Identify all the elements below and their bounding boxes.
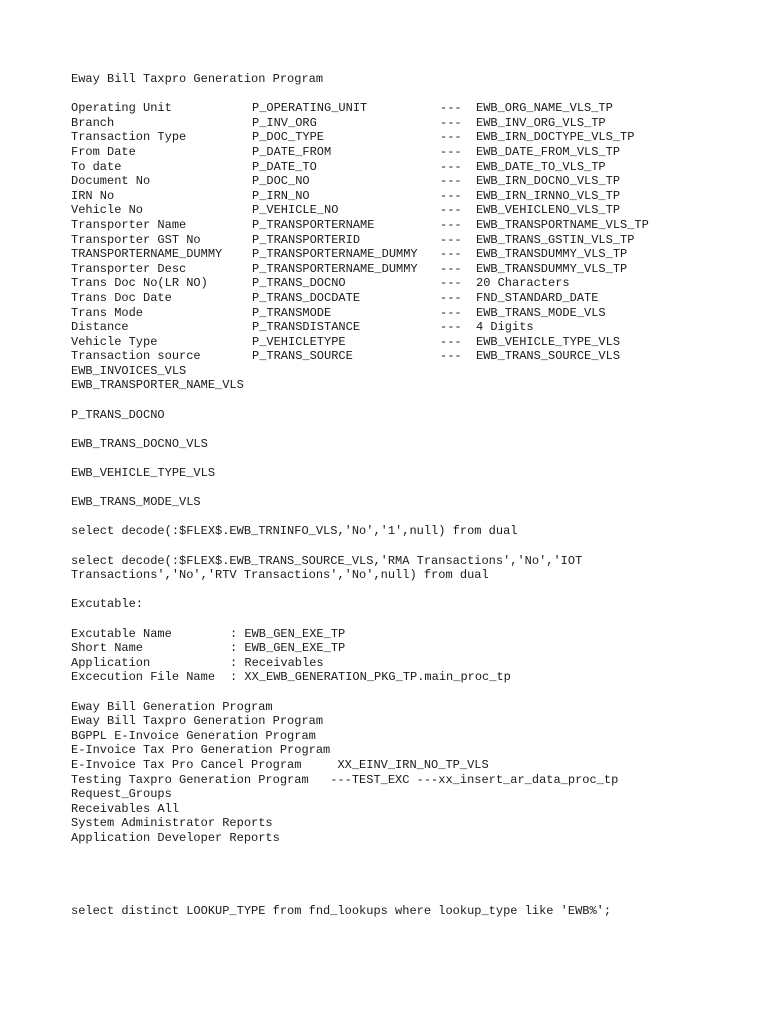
parameter-value-set: EWB_TRANS_GSTIN_VLS_TP	[476, 232, 635, 247]
parameter-label: Trans Doc Date	[71, 290, 172, 305]
parameter-row	[71, 262, 761, 277]
program-list-item: Request_Groups	[71, 787, 172, 802]
executable-value: : Receivables	[230, 655, 324, 670]
blank-line	[71, 539, 761, 554]
parameter-label: Distance	[71, 320, 129, 335]
executable-heading: Excutable:	[71, 597, 144, 612]
executable-value: : XX_EWB_GENERATION_PKG_TP.main_proc_tp	[230, 670, 511, 685]
text-line: P_TRANS_DOCNO	[71, 407, 165, 422]
parameter-name: P_TRANSMODE	[252, 305, 332, 320]
program-list-item: E-Invoice Tax Pro Cancel Program XX_EINV_IRN_NO_TP_VLS	[71, 757, 489, 772]
program-list-item: Eway Bill Taxpro Generation Program	[71, 714, 324, 729]
parameter-label: Transporter Desc	[71, 261, 187, 276]
parameter-row	[71, 306, 761, 321]
blank-line	[71, 481, 761, 496]
text-line: EWB_INVOICES_VLS	[71, 363, 187, 378]
parameter-row	[71, 174, 761, 189]
sql-statement: select decode(:$FLEX$.EWB_TRNINFO_VLS,'No','1',null) from dual	[71, 524, 518, 539]
parameter-value-set: EWB_TRANS_MODE_VLS	[476, 305, 606, 320]
parameter-name: P_VEHICLETYPE	[252, 334, 346, 349]
parameter-name: P_INV_ORG	[252, 115, 317, 130]
parameter-separator: ---	[440, 320, 462, 335]
program-list-item: BGPPL E-Invoice Generation Program	[71, 728, 316, 743]
parameter-value-set: FND_STANDARD_DATE	[476, 290, 599, 305]
parameter-separator: ---	[440, 290, 462, 305]
document-page	[71, 72, 761, 918]
parameter-value-set: EWB_TRANSPORTNAME_VLS_TP	[476, 217, 649, 232]
parameter-row	[71, 291, 761, 306]
parameter-value-set: 4 Digits	[476, 320, 534, 335]
executable-label: Application	[71, 655, 151, 670]
parameter-name: P_DOC_NO	[252, 174, 310, 189]
parameter-name: P_TRANSPORTERID	[252, 232, 361, 247]
parameter-value-set: EWB_TRANSDUMMY_VLS_TP	[476, 261, 628, 276]
executable-table	[71, 627, 761, 685]
blank-line	[71, 451, 761, 466]
text-line: EWB_VEHICLE_TYPE_VLS	[71, 466, 216, 481]
parameter-value-set: EWB_IRN_DOCTYPE_VLS_TP	[476, 130, 635, 145]
parameter-name: P_TRANSDISTANCE	[252, 320, 361, 335]
executable-row	[71, 670, 761, 685]
sql-statement: select distinct LOOKUP_TYPE from fnd_lookups where lookup_type like 'EWB%';	[71, 903, 612, 918]
executable-value: : EWB_GEN_EXE_TP	[230, 641, 346, 656]
parameter-value-set: EWB_IRN_IRNNO_VLS_TP	[476, 188, 621, 203]
parameter-separator: ---	[440, 159, 462, 174]
parameter-separator: ---	[440, 349, 462, 364]
parameter-value-set: EWB_DATE_FROM_VLS_TP	[476, 144, 621, 159]
parameter-label: Transporter Name	[71, 217, 187, 232]
text-line: EWB_TRANS_MODE_VLS	[71, 495, 201, 510]
parameter-label: Transporter GST No	[71, 232, 201, 247]
parameter-name: P_TRANS_DOCNO	[252, 276, 346, 291]
document-title: Eway Bill Taxpro Generation Program	[71, 72, 324, 86]
program-list-item: Testing Taxpro Generation Program ---TEST_EXC ---xx_insert_ar_data_proc_tp	[71, 772, 619, 787]
parameter-name: P_DATE_FROM	[252, 144, 332, 159]
parameter-name: P_TRANSPORTERNAME	[252, 217, 375, 232]
parameter-row	[71, 189, 761, 204]
parameter-name: P_TRANS_SOURCE	[252, 349, 353, 364]
executable-row	[71, 627, 761, 642]
parameter-row	[71, 247, 761, 262]
parameter-separator: ---	[440, 203, 462, 218]
executable-label: Excecution File Name	[71, 670, 216, 685]
parameter-label: Vehicle No	[71, 203, 144, 218]
parameter-separator: ---	[440, 232, 462, 247]
parameter-name: P_DATE_TO	[252, 159, 317, 174]
program-list	[71, 700, 761, 846]
parameter-row	[71, 218, 761, 233]
parameter-row	[71, 349, 761, 364]
parameter-separator: ---	[440, 334, 462, 349]
parameter-separator: ---	[440, 130, 462, 145]
parameter-value-set: EWB_TRANS_SOURCE_VLS	[476, 349, 621, 364]
blank-line	[71, 87, 761, 102]
blank-line	[71, 422, 761, 437]
parameter-label: To date	[71, 159, 122, 174]
blank-line	[71, 845, 761, 860]
parameter-label: Document No	[71, 174, 151, 189]
parameter-label: Trans Mode	[71, 305, 144, 320]
parameter-label: Vehicle Type	[71, 334, 158, 349]
program-list-item: Receivables All	[71, 801, 180, 816]
parameter-row	[71, 233, 761, 248]
program-list-item: Application Developer Reports	[71, 830, 280, 845]
blank-line	[71, 860, 761, 875]
parameter-value-set: EWB_VEHICLENO_VLS_TP	[476, 203, 621, 218]
parameter-value-set: EWB_IRN_DOCNO_VLS_TP	[476, 174, 621, 189]
text-line: EWB_TRANSPORTER_NAME_VLS	[71, 378, 244, 393]
parameter-row	[71, 145, 761, 160]
parameter-separator: ---	[440, 174, 462, 189]
parameter-value-set: EWB_INV_ORG_VLS_TP	[476, 115, 606, 130]
parameter-value-set: EWB_TRANSDUMMY_VLS_TP	[476, 247, 628, 262]
parameter-table	[71, 101, 761, 364]
parameter-label: Transaction source	[71, 349, 201, 364]
parameter-name: P_TRANS_DOCDATE	[252, 290, 361, 305]
executable-row	[71, 656, 761, 671]
executable-value: : EWB_GEN_EXE_TP	[230, 626, 346, 641]
parameter-separator: ---	[440, 144, 462, 159]
parameter-row	[71, 160, 761, 175]
parameter-separator: ---	[440, 101, 462, 116]
sql-statement: select decode(:$FLEX$.EWB_TRANS_SOURCE_VLS,'RMA Transactions','No','IOT	[71, 553, 583, 568]
blank-line	[71, 612, 761, 627]
parameter-name: P_TRANSPORTERNAME_DUMMY	[252, 261, 418, 276]
parameter-name: P_VEHICLE_NO	[252, 203, 339, 218]
blank-line	[71, 583, 761, 598]
parameter-separator: ---	[440, 115, 462, 130]
sql-statement-continued: Transactions','No','RTV Transactions','No',null) from dual	[71, 568, 489, 583]
parameter-value-set: EWB_ORG_NAME_VLS_TP	[476, 101, 613, 116]
program-list-item: System Administrator Reports	[71, 816, 273, 831]
parameter-row	[71, 101, 761, 116]
parameter-value-set: EWB_VEHICLE_TYPE_VLS	[476, 334, 621, 349]
parameter-separator: ---	[440, 217, 462, 232]
parameter-row	[71, 335, 761, 350]
parameter-value-set: EWB_DATE_TO_VLS_TP	[476, 159, 606, 174]
parameter-name: P_IRN_NO	[252, 188, 310, 203]
executable-row	[71, 641, 761, 656]
parameter-name: P_OPERATING_UNIT	[252, 101, 368, 116]
executable-label: Short Name	[71, 641, 144, 656]
blank-line	[71, 875, 761, 890]
program-list-item: Eway Bill Generation Program	[71, 699, 273, 714]
executable-label: Excutable Name	[71, 626, 172, 641]
parameter-separator: ---	[440, 276, 462, 291]
parameter-separator: ---	[440, 305, 462, 320]
parameter-name: P_DOC_TYPE	[252, 130, 325, 145]
parameter-separator: ---	[440, 261, 462, 276]
parameter-value-set: 20 Characters	[476, 276, 570, 291]
parameter-row	[71, 130, 761, 145]
parameter-separator: ---	[440, 247, 462, 262]
parameter-row	[71, 276, 761, 291]
blank-line	[71, 889, 761, 904]
parameter-label: IRN No	[71, 188, 115, 203]
parameter-label: Branch	[71, 115, 115, 130]
program-list-item: E-Invoice Tax Pro Generation Program	[71, 743, 331, 758]
parameter-label: TRANSPORTERNAME_DUMMY	[71, 247, 223, 262]
blank-line	[71, 510, 761, 525]
blank-line	[71, 393, 761, 408]
parameter-separator: ---	[440, 188, 462, 203]
text-line: EWB_TRANS_DOCNO_VLS	[71, 436, 208, 451]
parameter-label: Transaction Type	[71, 130, 187, 145]
parameter-row	[71, 320, 761, 335]
parameter-label: Operating Unit	[71, 101, 172, 116]
parameter-row	[71, 203, 761, 218]
parameter-label: Trans Doc No(LR NO)	[71, 276, 208, 291]
parameter-label: From Date	[71, 144, 136, 159]
parameter-row	[71, 116, 761, 131]
blank-line	[71, 685, 761, 700]
parameter-name: P_TRANSPORTERNAME_DUMMY	[252, 247, 418, 262]
